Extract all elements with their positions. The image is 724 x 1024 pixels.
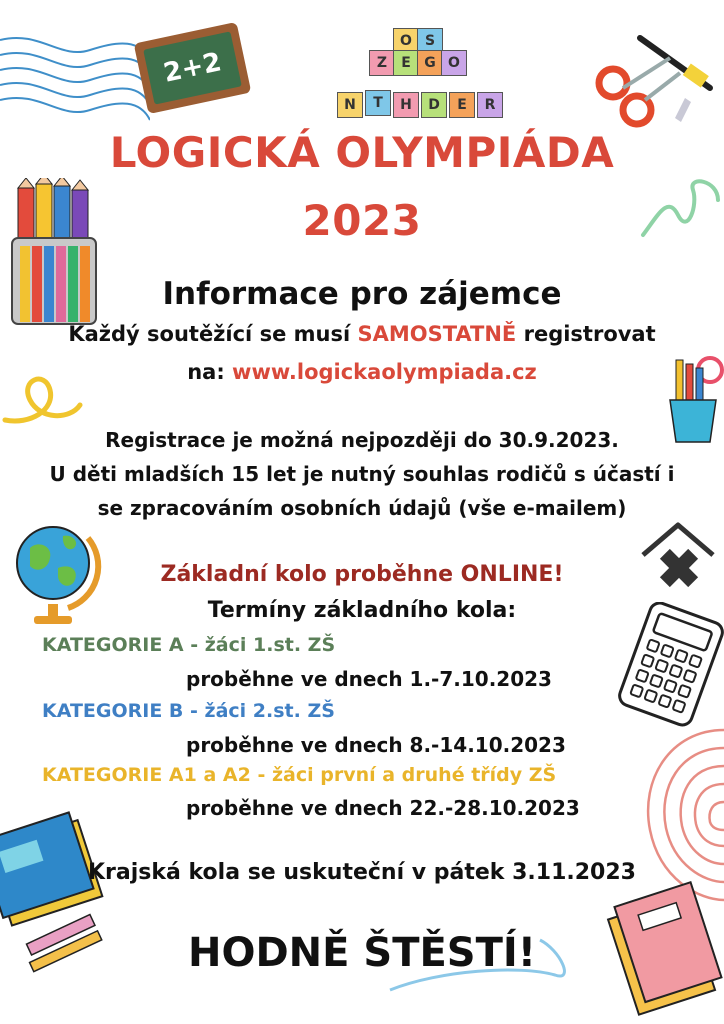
regional-round-notice: Krajská kola se uskuteční v pátek 3.11.2023 [88, 860, 636, 885]
letter-block: O [393, 28, 419, 54]
registration-url-line: na: www.logickaolympiada.cz [187, 360, 537, 384]
letter-block: D [421, 92, 447, 118]
category-b-dates: proběhne ve dnech 8.-14.10.2023 [186, 733, 566, 757]
letter-block: E [449, 92, 475, 118]
letter-block: N [337, 92, 363, 118]
registration-deadline: Registrace je možná nejpozději do 30.9.2023. [105, 428, 619, 452]
page-year: 2023 [302, 196, 422, 245]
registration-notice: Každý soutěžící se musí SAMOSTATNĚ registrovat [68, 322, 656, 346]
letter-block: Z [369, 50, 395, 76]
scissors-icon [585, 28, 715, 138]
category-a-dates: proběhne ve dnech 1.-7.10.2023 [186, 667, 552, 691]
info-heading: Informace pro zájemce [162, 276, 562, 312]
letter-blocks-icon [325, 28, 525, 120]
category-a1a2-dates: proběhne ve dnech 22.-28.10.2023 [186, 796, 580, 820]
letter-block: E [393, 50, 419, 76]
letter-block: S [417, 28, 443, 54]
category-b-label: KATEGORIE B - žáci 2.st. ZŠ [42, 700, 335, 722]
online-round-notice: Základní kolo proběhne ONLINE! [160, 562, 564, 587]
chalkboard-icon [134, 22, 252, 114]
letter-block: O [441, 50, 467, 76]
registration-url-link[interactable]: www.logickaolympiada.cz [232, 360, 537, 384]
category-a1a2-label: KATEGORIE A1 a A2 - žáci první a druhé třídy ZŠ [42, 764, 557, 786]
emphasis-independently: SAMOSTATNĚ [357, 322, 517, 346]
good-luck-footer: HODNĚ ŠTĚSTÍ! [187, 930, 537, 976]
consent-line-2: se zpracováním osobních údajů (vše e-mailem) [97, 496, 627, 520]
consent-line-1: U děti mladších 15 let je nutný souhlas rodičů s účastí i [49, 462, 675, 486]
letter-block: R [477, 92, 503, 118]
wavy-lines-decoration [0, 20, 150, 140]
category-a-label: KATEGORIE A - žáci 1.st. ZŠ [42, 634, 336, 656]
terms-heading: Termíny základního kola: [207, 598, 517, 623]
letter-block: T [365, 90, 391, 116]
page-title: LOGICKÁ OLYMPIÁDA [109, 128, 615, 177]
letter-block: G [417, 50, 443, 76]
chalkboard-text: 2+2 [143, 31, 242, 104]
letter-block: H [393, 92, 419, 118]
